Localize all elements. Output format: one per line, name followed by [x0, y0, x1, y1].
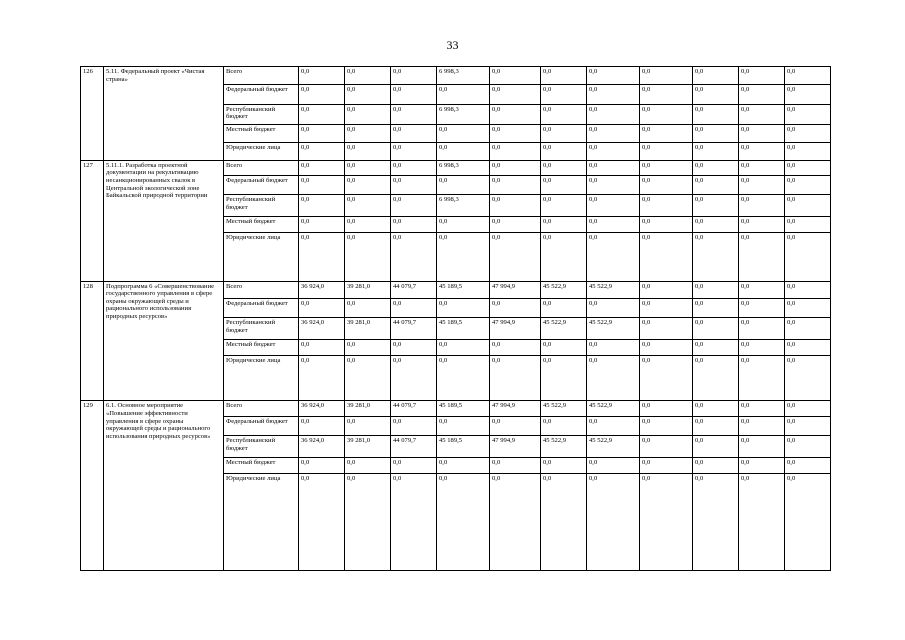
value-cell: 0,0 [541, 298, 587, 317]
funding-source: Федеральный бюджет [224, 416, 299, 435]
value-cell: 0,0 [299, 416, 345, 435]
value-cell: 0,0 [541, 457, 587, 473]
value-cell: 0,0 [541, 160, 587, 175]
value-cell: 0,0 [391, 298, 437, 317]
value-cell: 0,0 [693, 281, 739, 298]
value-cell: 39 281,0 [345, 318, 391, 340]
value-cell: 0,0 [739, 416, 785, 435]
value-cell: 0,0 [541, 85, 587, 104]
value-cell: 0,0 [541, 175, 587, 194]
value-cell: 0,0 [541, 416, 587, 435]
value-cell: 0,0 [541, 104, 587, 125]
value-cell: 0,0 [640, 160, 693, 175]
value-cell: 0,0 [785, 160, 831, 175]
value-cell: 0,0 [541, 233, 587, 282]
value-cell: 0,0 [693, 85, 739, 104]
value-cell: 0,0 [785, 318, 831, 340]
value-cell: 0,0 [785, 356, 831, 401]
value-cell: 36 924,0 [299, 436, 345, 458]
value-cell: 0,0 [739, 142, 785, 160]
value-cell: 0,0 [345, 160, 391, 175]
value-cell: 0,0 [541, 339, 587, 355]
value-cell: 0,0 [437, 416, 490, 435]
value-cell: 45 522,9 [587, 436, 640, 458]
value-cell: 0,0 [640, 85, 693, 104]
value-cell: 45 522,9 [541, 401, 587, 416]
value-cell: 0,0 [437, 233, 490, 282]
value-cell: 0,0 [693, 125, 739, 142]
value-cell: 0,0 [587, 356, 640, 401]
value-cell: 0,0 [739, 125, 785, 142]
value-cell: 0,0 [490, 160, 541, 175]
value-cell: 45 522,9 [587, 281, 640, 298]
value-cell: 0,0 [345, 85, 391, 104]
value-cell: 0,0 [785, 142, 831, 160]
value-cell: 0,0 [739, 85, 785, 104]
value-cell: 0,0 [640, 356, 693, 401]
value-cell: 0,0 [437, 298, 490, 317]
value-cell: 0,0 [693, 104, 739, 125]
value-cell: 0,0 [693, 67, 739, 85]
value-cell: 0,0 [785, 85, 831, 104]
value-cell: 0,0 [345, 457, 391, 473]
value-cell: 0,0 [391, 339, 437, 355]
program-name: 5.11.1. Разработка проектной документации на рекультивацию несанкционированных свалок в Центральной экологической зоне Байкальской природной территории [104, 160, 224, 281]
value-cell: 0,0 [541, 67, 587, 85]
value-cell: 0,0 [739, 436, 785, 458]
value-cell: 0,0 [785, 216, 831, 232]
value-cell: 0,0 [693, 356, 739, 401]
value-cell: 0,0 [739, 233, 785, 282]
value-cell: 45 522,9 [587, 318, 640, 340]
value-cell: 0,0 [640, 401, 693, 416]
funding-source: Республиканский бюджет [224, 104, 299, 125]
value-cell: 44 079,7 [391, 401, 437, 416]
value-cell: 47 994,9 [490, 281, 541, 298]
value-cell: 45 189,5 [437, 281, 490, 298]
value-cell: 0,0 [693, 216, 739, 232]
value-cell: 0,0 [640, 195, 693, 217]
value-cell: 36 924,0 [299, 401, 345, 416]
value-cell: 47 994,9 [490, 401, 541, 416]
value-cell: 0,0 [299, 125, 345, 142]
value-cell: 0,0 [391, 125, 437, 142]
value-cell: 0,0 [437, 339, 490, 355]
value-cell: 0,0 [785, 339, 831, 355]
value-cell: 0,0 [345, 67, 391, 85]
value-cell: 0,0 [785, 473, 831, 570]
value-cell: 0,0 [693, 142, 739, 160]
value-cell: 0,0 [541, 356, 587, 401]
value-cell: 45 189,5 [437, 401, 490, 416]
funding-source: Всего [224, 67, 299, 85]
value-cell: 0,0 [693, 339, 739, 355]
value-cell: 0,0 [640, 104, 693, 125]
value-cell: 0,0 [785, 298, 831, 317]
value-cell: 0,0 [299, 339, 345, 355]
value-cell: 0,0 [490, 85, 541, 104]
value-cell: 0,0 [587, 160, 640, 175]
value-cell: 0,0 [587, 175, 640, 194]
program-name: Подпрограмма 6 «Совершенствование государственного управления в сфере охраны окружающей среды и рационального использования природных ресурсов» [104, 281, 224, 401]
value-cell: 0,0 [391, 473, 437, 570]
value-cell: 45 522,9 [587, 401, 640, 416]
page-number: 33 [446, 38, 459, 52]
value-cell: 0,0 [490, 67, 541, 85]
value-cell: 0,0 [490, 216, 541, 232]
value-cell: 44 079,7 [391, 318, 437, 340]
table-row [81, 67, 831, 85]
value-cell: 44 079,7 [391, 436, 437, 458]
value-cell: 0,0 [785, 104, 831, 125]
value-cell: 0,0 [345, 195, 391, 217]
value-cell: 0,0 [640, 416, 693, 435]
value-cell: 0,0 [437, 216, 490, 232]
value-cell: 0,0 [785, 281, 831, 298]
value-cell: 0,0 [299, 233, 345, 282]
program-name: 5.11. Федеральный проект «Чистая страна» [104, 67, 224, 161]
value-cell: 0,0 [490, 298, 541, 317]
value-cell: 0,0 [437, 142, 490, 160]
value-cell: 0,0 [587, 125, 640, 142]
value-cell: 0,0 [587, 339, 640, 355]
funding-source: Юридические лица [224, 473, 299, 570]
value-cell: 0,0 [437, 473, 490, 570]
value-cell: 0,0 [391, 160, 437, 175]
value-cell: 0,0 [490, 142, 541, 160]
value-cell: 0,0 [587, 216, 640, 232]
value-cell: 0,0 [541, 125, 587, 142]
row-number: 128 [81, 281, 104, 401]
value-cell: 45 189,5 [437, 436, 490, 458]
value-cell: 0,0 [693, 401, 739, 416]
value-cell: 0,0 [345, 416, 391, 435]
value-cell: 0,0 [391, 175, 437, 194]
value-cell: 0,0 [640, 298, 693, 317]
value-cell: 0,0 [587, 195, 640, 217]
value-cell: 0,0 [490, 339, 541, 355]
value-cell: 0,0 [739, 175, 785, 194]
value-cell: 0,0 [693, 318, 739, 340]
table-row [81, 160, 831, 175]
value-cell: 0,0 [345, 142, 391, 160]
value-cell: 0,0 [739, 160, 785, 175]
value-cell: 0,0 [640, 318, 693, 340]
value-cell: 0,0 [345, 298, 391, 317]
value-cell: 0,0 [587, 457, 640, 473]
value-cell: 0,0 [693, 436, 739, 458]
value-cell: 0,0 [299, 175, 345, 194]
funding-source: Федеральный бюджет [224, 298, 299, 317]
value-cell: 0,0 [640, 457, 693, 473]
row-number: 126 [81, 67, 104, 161]
value-cell: 0,0 [299, 67, 345, 85]
value-cell: 0,0 [541, 142, 587, 160]
value-cell: 0,0 [739, 298, 785, 317]
value-cell: 0,0 [391, 416, 437, 435]
funding-source: Федеральный бюджет [224, 85, 299, 104]
value-cell: 0,0 [785, 457, 831, 473]
funding-source: Юридические лица [224, 142, 299, 160]
value-cell: 0,0 [693, 233, 739, 282]
value-cell: 0,0 [693, 195, 739, 217]
value-cell: 0,0 [437, 125, 490, 142]
value-cell: 0,0 [490, 233, 541, 282]
value-cell: 0,0 [345, 233, 391, 282]
value-cell: 0,0 [587, 142, 640, 160]
value-cell: 45 189,5 [437, 318, 490, 340]
value-cell: 0,0 [739, 216, 785, 232]
value-cell: 0,0 [490, 356, 541, 401]
value-cell: 39 281,0 [345, 401, 391, 416]
value-cell: 0,0 [541, 195, 587, 217]
value-cell: 36 924,0 [299, 318, 345, 340]
value-cell: 0,0 [785, 175, 831, 194]
value-cell: 0,0 [345, 473, 391, 570]
table-row [81, 281, 831, 298]
value-cell: 0,0 [739, 281, 785, 298]
funding-source: Всего [224, 281, 299, 298]
value-cell: 0,0 [640, 125, 693, 142]
funding-source: Республиканский бюджет [224, 195, 299, 217]
value-cell: 45 522,9 [541, 436, 587, 458]
value-cell: 0,0 [587, 416, 640, 435]
value-cell: 0,0 [587, 233, 640, 282]
value-cell: 0,0 [587, 473, 640, 570]
value-cell: 0,0 [587, 85, 640, 104]
value-cell: 45 522,9 [541, 281, 587, 298]
funding-source: Юридические лица [224, 356, 299, 401]
value-cell: 0,0 [739, 356, 785, 401]
value-cell: 0,0 [299, 298, 345, 317]
value-cell: 0,0 [785, 401, 831, 416]
value-cell: 0,0 [693, 160, 739, 175]
value-cell: 0,0 [541, 216, 587, 232]
value-cell: 0,0 [693, 457, 739, 473]
value-cell: 0,0 [640, 175, 693, 194]
value-cell: 0,0 [391, 195, 437, 217]
value-cell: 0,0 [739, 104, 785, 125]
value-cell: 47 994,9 [490, 318, 541, 340]
value-cell: 0,0 [785, 416, 831, 435]
table-row [81, 401, 831, 416]
value-cell: 0,0 [299, 160, 345, 175]
value-cell: 0,0 [739, 195, 785, 217]
value-cell: 0,0 [299, 356, 345, 401]
row-number: 127 [81, 160, 104, 281]
value-cell: 44 079,7 [391, 281, 437, 298]
value-cell: 0,0 [490, 125, 541, 142]
value-cell: 0,0 [587, 67, 640, 85]
value-cell: 0,0 [345, 125, 391, 142]
value-cell: 0,0 [739, 67, 785, 85]
value-cell: 0,0 [640, 473, 693, 570]
value-cell: 39 281,0 [345, 436, 391, 458]
value-cell: 0,0 [437, 356, 490, 401]
value-cell: 0,0 [640, 67, 693, 85]
value-cell: 0,0 [437, 175, 490, 194]
value-cell: 6 998,3 [437, 67, 490, 85]
value-cell: 0,0 [785, 233, 831, 282]
value-cell: 6 998,3 [437, 160, 490, 175]
value-cell: 0,0 [640, 339, 693, 355]
value-cell: 0,0 [345, 175, 391, 194]
value-cell: 0,0 [391, 216, 437, 232]
value-cell: 0,0 [299, 457, 345, 473]
value-cell: 0,0 [490, 473, 541, 570]
funding-source: Всего [224, 160, 299, 175]
value-cell: 0,0 [391, 233, 437, 282]
value-cell: 0,0 [640, 233, 693, 282]
value-cell: 0,0 [785, 195, 831, 217]
value-cell: 0,0 [391, 85, 437, 104]
value-cell: 0,0 [541, 473, 587, 570]
value-cell: 0,0 [299, 142, 345, 160]
value-cell: 0,0 [437, 85, 490, 104]
value-cell: 47 994,9 [490, 436, 541, 458]
funding-source: Местный бюджет [224, 125, 299, 142]
value-cell: 0,0 [345, 356, 391, 401]
funding-source: Федеральный бюджет [224, 175, 299, 194]
value-cell: 0,0 [693, 175, 739, 194]
value-cell: 36 924,0 [299, 281, 345, 298]
value-cell: 0,0 [391, 104, 437, 125]
budget-table-body [81, 67, 831, 571]
value-cell: 6 998,3 [437, 104, 490, 125]
value-cell: 0,0 [693, 416, 739, 435]
value-cell: 0,0 [640, 436, 693, 458]
value-cell: 0,0 [299, 473, 345, 570]
value-cell: 0,0 [437, 457, 490, 473]
value-cell: 0,0 [345, 339, 391, 355]
program-name: 6.1. Основное мероприятие «Повышение эффективности управления в сфере охраны окружающей среды и рационального использования природных ресурсов» [104, 401, 224, 571]
value-cell: 0,0 [345, 216, 391, 232]
value-cell: 0,0 [299, 104, 345, 125]
funding-source: Республиканский бюджет [224, 318, 299, 340]
value-cell: 0,0 [391, 356, 437, 401]
value-cell: 0,0 [391, 142, 437, 160]
value-cell: 0,0 [640, 142, 693, 160]
funding-source: Местный бюджет [224, 457, 299, 473]
value-cell: 0,0 [587, 298, 640, 317]
value-cell: 0,0 [345, 104, 391, 125]
value-cell: 0,0 [785, 125, 831, 142]
value-cell: 0,0 [490, 195, 541, 217]
value-cell: 0,0 [739, 401, 785, 416]
value-cell: 0,0 [739, 457, 785, 473]
value-cell: 0,0 [693, 298, 739, 317]
value-cell: 0,0 [785, 67, 831, 85]
value-cell: 0,0 [739, 473, 785, 570]
value-cell: 0,0 [490, 104, 541, 125]
value-cell: 45 522,9 [541, 318, 587, 340]
funding-source: Юридические лица [224, 233, 299, 282]
value-cell: 0,0 [693, 473, 739, 570]
funding-source: Республиканский бюджет [224, 436, 299, 458]
value-cell: 0,0 [587, 104, 640, 125]
row-number: 129 [81, 401, 104, 571]
value-cell: 0,0 [391, 67, 437, 85]
value-cell: 0,0 [299, 195, 345, 217]
value-cell: 0,0 [739, 318, 785, 340]
budget-table [80, 66, 831, 571]
value-cell: 0,0 [299, 85, 345, 104]
value-cell: 39 281,0 [345, 281, 391, 298]
value-cell: 0,0 [739, 339, 785, 355]
funding-source: Всего [224, 401, 299, 416]
value-cell: 0,0 [640, 281, 693, 298]
value-cell: 0,0 [640, 216, 693, 232]
value-cell: 0,0 [785, 436, 831, 458]
value-cell: 0,0 [490, 416, 541, 435]
value-cell: 6 998,3 [437, 195, 490, 217]
value-cell: 0,0 [490, 175, 541, 194]
value-cell: 0,0 [490, 457, 541, 473]
value-cell: 0,0 [299, 216, 345, 232]
funding-source: Местный бюджет [224, 339, 299, 355]
value-cell: 0,0 [391, 457, 437, 473]
funding-source: Местный бюджет [224, 216, 299, 232]
